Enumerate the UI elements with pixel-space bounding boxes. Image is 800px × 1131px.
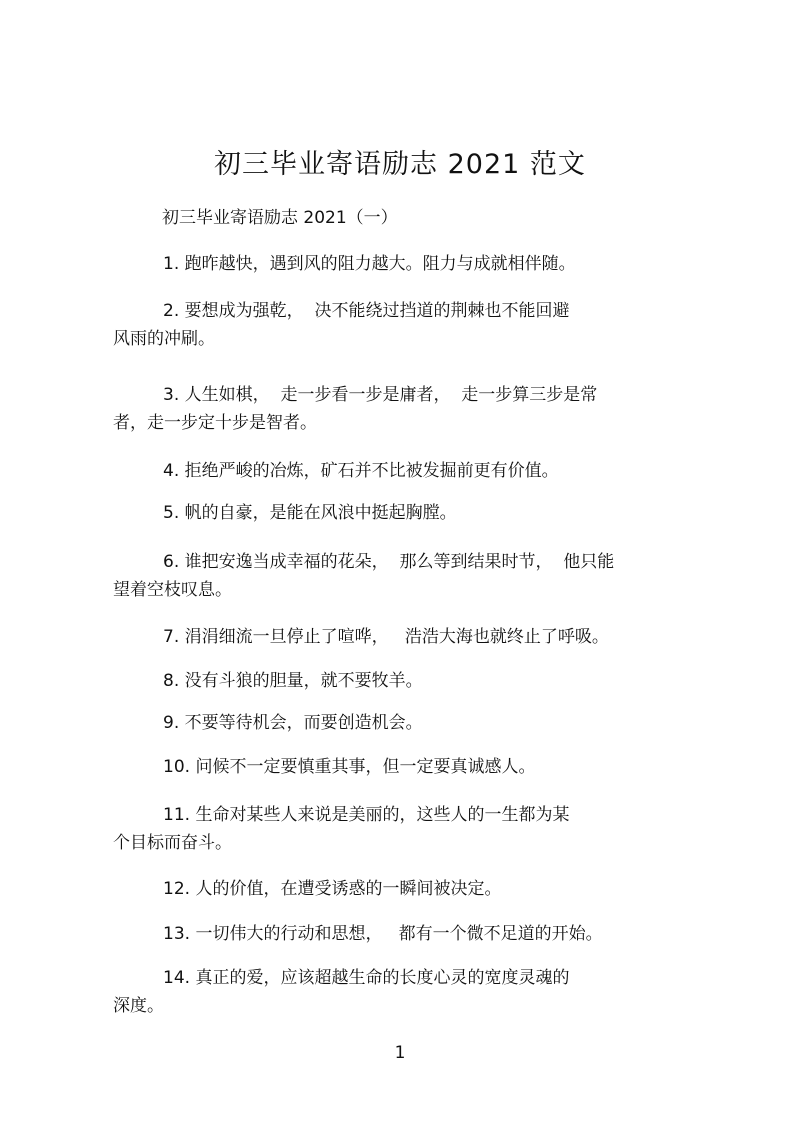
list-item (113, 801, 683, 857)
item-text: 谁把安逸当成幸福的花朵， 那么等到结果时节， 他只能 望着空枝叹息。 (113, 552, 615, 600)
item-number: 3. (163, 385, 180, 405)
list-item (113, 964, 683, 1020)
item-text: 生命对某些人来说是美丽的，这些人的一生都为某 个目标而奋斗。 (113, 805, 570, 853)
list-item (113, 457, 683, 485)
item-number: 12. (163, 879, 191, 899)
item-text: 一切伟大的行动和思想， 都有一个微不足道的开始。 (190, 924, 603, 944)
list-item (113, 297, 683, 353)
list-item (113, 920, 683, 948)
item-text: 问候不一定要慎重其事，但一定要真诚感人。 (190, 757, 536, 777)
item-number: 6. (163, 552, 180, 572)
item-text: 跑昨越快，遇到风的阻力越大。阻力与成就相伴随。 (179, 254, 576, 274)
list-item (113, 499, 683, 527)
list-item (113, 753, 683, 781)
item-number: 13. (163, 924, 191, 944)
item-number: 7. (163, 627, 180, 647)
item-text: 涓涓细流一旦停止了喧哗， 浩浩大海也就终止了呼吸。 (179, 627, 609, 647)
list-item (113, 709, 683, 737)
item-number: 4. (163, 461, 180, 481)
list-item (113, 875, 683, 903)
list-item (113, 381, 683, 437)
item-number: 2. (163, 301, 180, 321)
item-text: 没有斗狼的胆量，就不要牧羊。 (179, 671, 423, 691)
item-text: 要想成为强乾， 决不能绕过挡道的荆棘也不能回避 风雨的冲刷。 (113, 301, 570, 349)
item-number: 1. (163, 254, 180, 274)
list-item (113, 623, 683, 651)
list-item (113, 548, 683, 604)
item-text: 不要等待机会，而要创造机会。 (179, 713, 423, 733)
item-number: 9. (163, 713, 180, 733)
section-subtitle: 初三毕业寄语励志 2021（一） (162, 208, 398, 228)
item-text: 真正的爱，应该超越生命的长度心灵的宽度灵魂的 深度。 (113, 968, 570, 1016)
item-text: 拒绝严峻的冶炼，矿石并不比被发掘前更有价值。 (179, 461, 559, 481)
item-text: 人的价值，在遭受诱惑的一瞬间被决定。 (190, 879, 502, 899)
list-item (113, 667, 683, 695)
item-number: 5. (163, 503, 180, 523)
item-number: 14. (163, 968, 191, 988)
item-text: 人生如棋， 走一步看一步是庸者， 走一步算三步是常 者，走一步定十步是智者。 (113, 385, 598, 433)
item-number: 8. (163, 671, 180, 691)
item-number: 10. (163, 757, 191, 777)
page-number: 1 (394, 1043, 406, 1063)
document-title: 初三毕业寄语励志 2021 范文 (214, 149, 586, 180)
list-item (113, 250, 683, 278)
item-text: 帆的自豪，是能在风浪中挺起胸膛。 (179, 503, 457, 523)
item-number: 11. (163, 805, 191, 825)
